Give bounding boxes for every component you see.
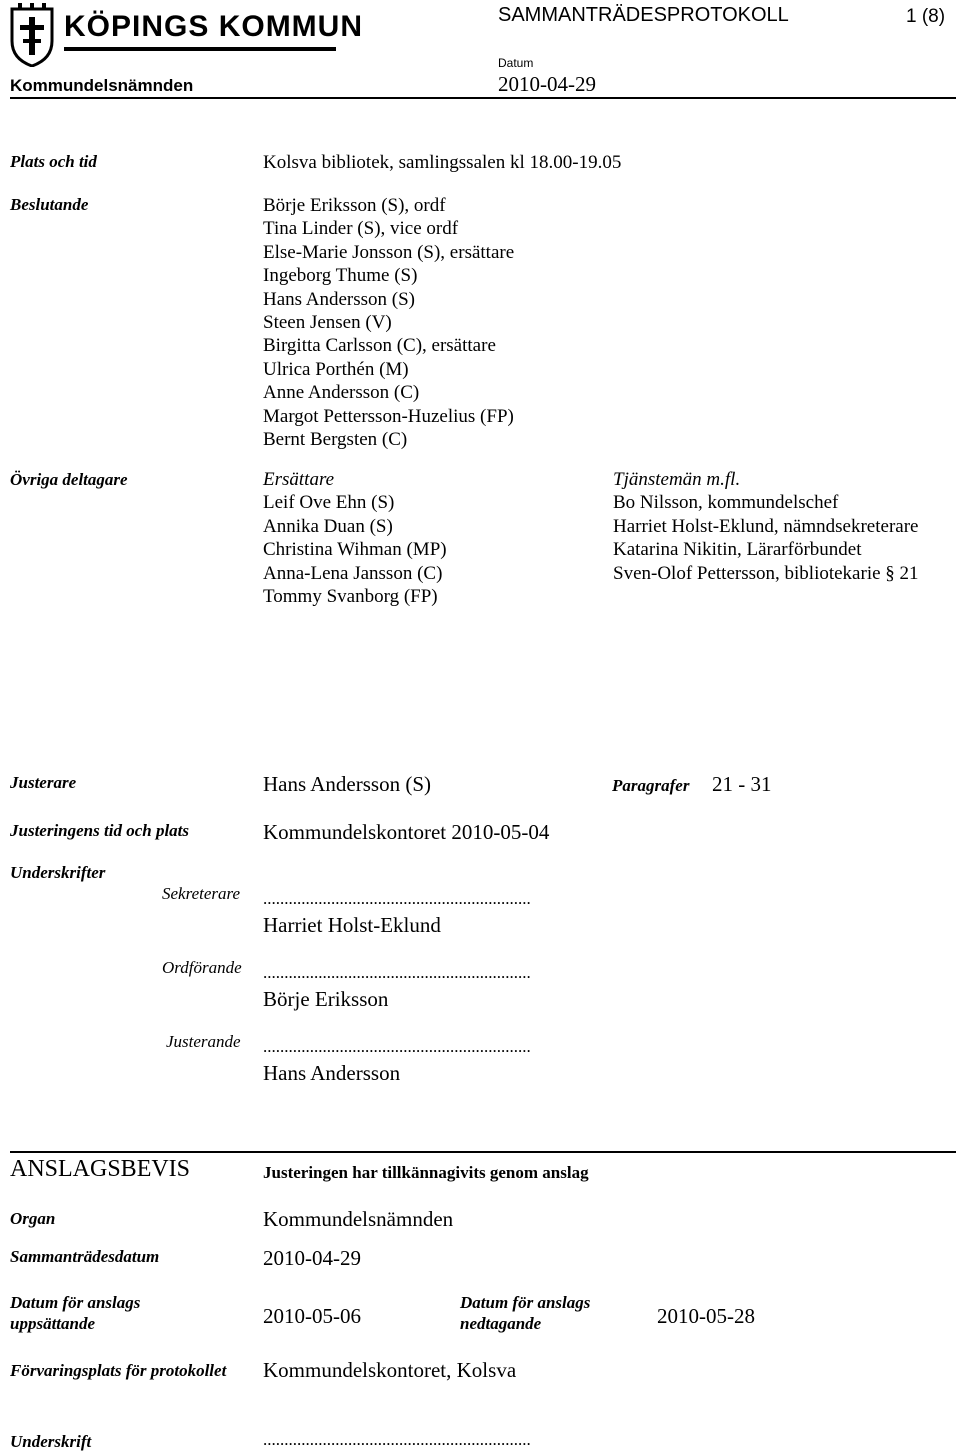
place-value: Kolsva bibliotek, samlingssalen kl 18.00-19.05 xyxy=(263,152,622,173)
list-item: Ingeborg Thume (S) xyxy=(263,265,418,287)
signature-line: ............................................................... xyxy=(263,889,531,908)
posting-date-label xyxy=(10,1292,140,1334)
signature-line: ............................................................... xyxy=(263,963,531,982)
removal-date-label-line1: Datum för anslags xyxy=(460,1293,591,1312)
meeting-date-label: Sammanträdesdatum xyxy=(10,1247,160,1266)
committee-name: Kommundelsnämnden xyxy=(10,76,194,95)
removal-date-value: 2010-05-28 xyxy=(657,1304,755,1328)
logo-underline xyxy=(64,47,336,51)
list-item: Harriet Holst-Eklund, nämndsekreterare xyxy=(613,515,919,537)
storage-value: Kommundelskontoret, Kolsva xyxy=(263,1358,517,1382)
list-item: Leif Ove Ehn (S) xyxy=(263,492,395,514)
adjustment-time-place-label: Justeringens tid och plats xyxy=(10,821,190,840)
decision-makers-label: Beslutande xyxy=(10,195,89,214)
signature-name: Hans Andersson xyxy=(263,1061,401,1085)
list-item: Birgitta Carlsson (C), ersättare xyxy=(263,335,496,357)
signature-line: ............................................................... xyxy=(263,1037,531,1056)
list-item: Steen Jensen (V) xyxy=(263,311,392,333)
signature-label: Underskrift xyxy=(10,1432,92,1451)
removal-date-label-line2: nedtagande xyxy=(460,1314,542,1333)
list-item: Bernt Bergsten (C) xyxy=(263,428,408,450)
place-label: Plats och tid xyxy=(10,152,97,171)
signature-name: Börje Eriksson xyxy=(263,987,389,1011)
date-label: Datum xyxy=(498,56,534,70)
list-item: Annika Duan (S) xyxy=(263,515,393,537)
removal-date-label xyxy=(460,1292,590,1334)
notice-signature-line: ............................................................... xyxy=(263,1430,531,1449)
logo-wordmark: KÖPINGS KOMMUN xyxy=(64,10,363,43)
officials-list xyxy=(613,468,919,585)
other-participants-label: Övriga deltagare xyxy=(10,470,128,489)
signature-role-chair: Ordförande xyxy=(162,958,242,977)
meeting-date-value: 2010-04-29 xyxy=(263,1246,361,1270)
list-item: Ulrica Porthén (M) xyxy=(263,358,409,380)
list-item: Anne Andersson (C) xyxy=(263,382,420,404)
list-item: Tina Linder (S), vice ordf xyxy=(263,218,459,240)
signature-name: Harriet Holst-Eklund xyxy=(263,913,441,937)
storage-label: Förvaringsplats för protokollet xyxy=(10,1361,227,1380)
document-type: SAMMANTRÄDESPROTOKOLL xyxy=(498,4,789,26)
list-item: Margot Pettersson-Huzelius (FP) xyxy=(263,405,514,427)
adjustment-time-place-value: Kommundelskontoret 2010-05-04 xyxy=(263,820,550,844)
list-item: Anna-Lena Jansson (C) xyxy=(263,562,443,584)
posting-date-value: 2010-05-06 xyxy=(263,1304,361,1328)
posting-date-label-line2: uppsättande xyxy=(10,1314,96,1333)
meeting-date: 2010-04-29 xyxy=(498,72,596,96)
municipal-crest xyxy=(10,3,54,67)
substitutes-list xyxy=(263,468,447,608)
list-item: Tommy Svanborg (FP) xyxy=(263,585,438,607)
list-item: Sven-Olof Pettersson, bibliotekarie § 21 xyxy=(613,562,919,584)
signature-role-adjuster: Justerande xyxy=(166,1032,241,1051)
decision-makers-list xyxy=(263,194,514,451)
list-item: Bo Nilsson, kommundelschef xyxy=(613,492,839,514)
signatures-label: Underskrifter xyxy=(10,863,106,882)
posting-date-label-line1: Datum för anslags xyxy=(10,1293,141,1312)
list-item: Börje Eriksson (S), ordf xyxy=(263,195,446,216)
organ-label: Organ xyxy=(10,1209,56,1228)
header-rule xyxy=(10,97,956,99)
paragraphs-label: Paragrafer xyxy=(612,776,690,795)
signature-role-secretary: Sekreterare xyxy=(162,884,241,903)
notice-rule xyxy=(10,1151,956,1153)
officials-heading: Tjänstemän m.fl. xyxy=(613,469,741,490)
notice-title: ANSLAGSBEVIS xyxy=(10,1156,191,1182)
adjuster-value: Hans Andersson (S) xyxy=(263,772,431,796)
list-item: Else-Marie Jonsson (S), ersättare xyxy=(263,241,515,263)
substitutes-heading: Ersättare xyxy=(263,469,335,490)
organ-value: Kommundelsnämnden xyxy=(263,1207,454,1231)
list-item: Katarina Nikitin, Lärarförbundet xyxy=(613,539,862,561)
list-item: Hans Andersson (S) xyxy=(263,288,415,310)
page-number: 1 (8) xyxy=(906,6,946,27)
adjuster-label: Justerare xyxy=(10,773,77,792)
list-item: Christina Wihman (MP) xyxy=(263,539,447,561)
paragraphs-value: 21 - 31 xyxy=(712,772,772,796)
notice-statement: Justeringen har tillkännagivits genom anslag xyxy=(263,1163,589,1182)
